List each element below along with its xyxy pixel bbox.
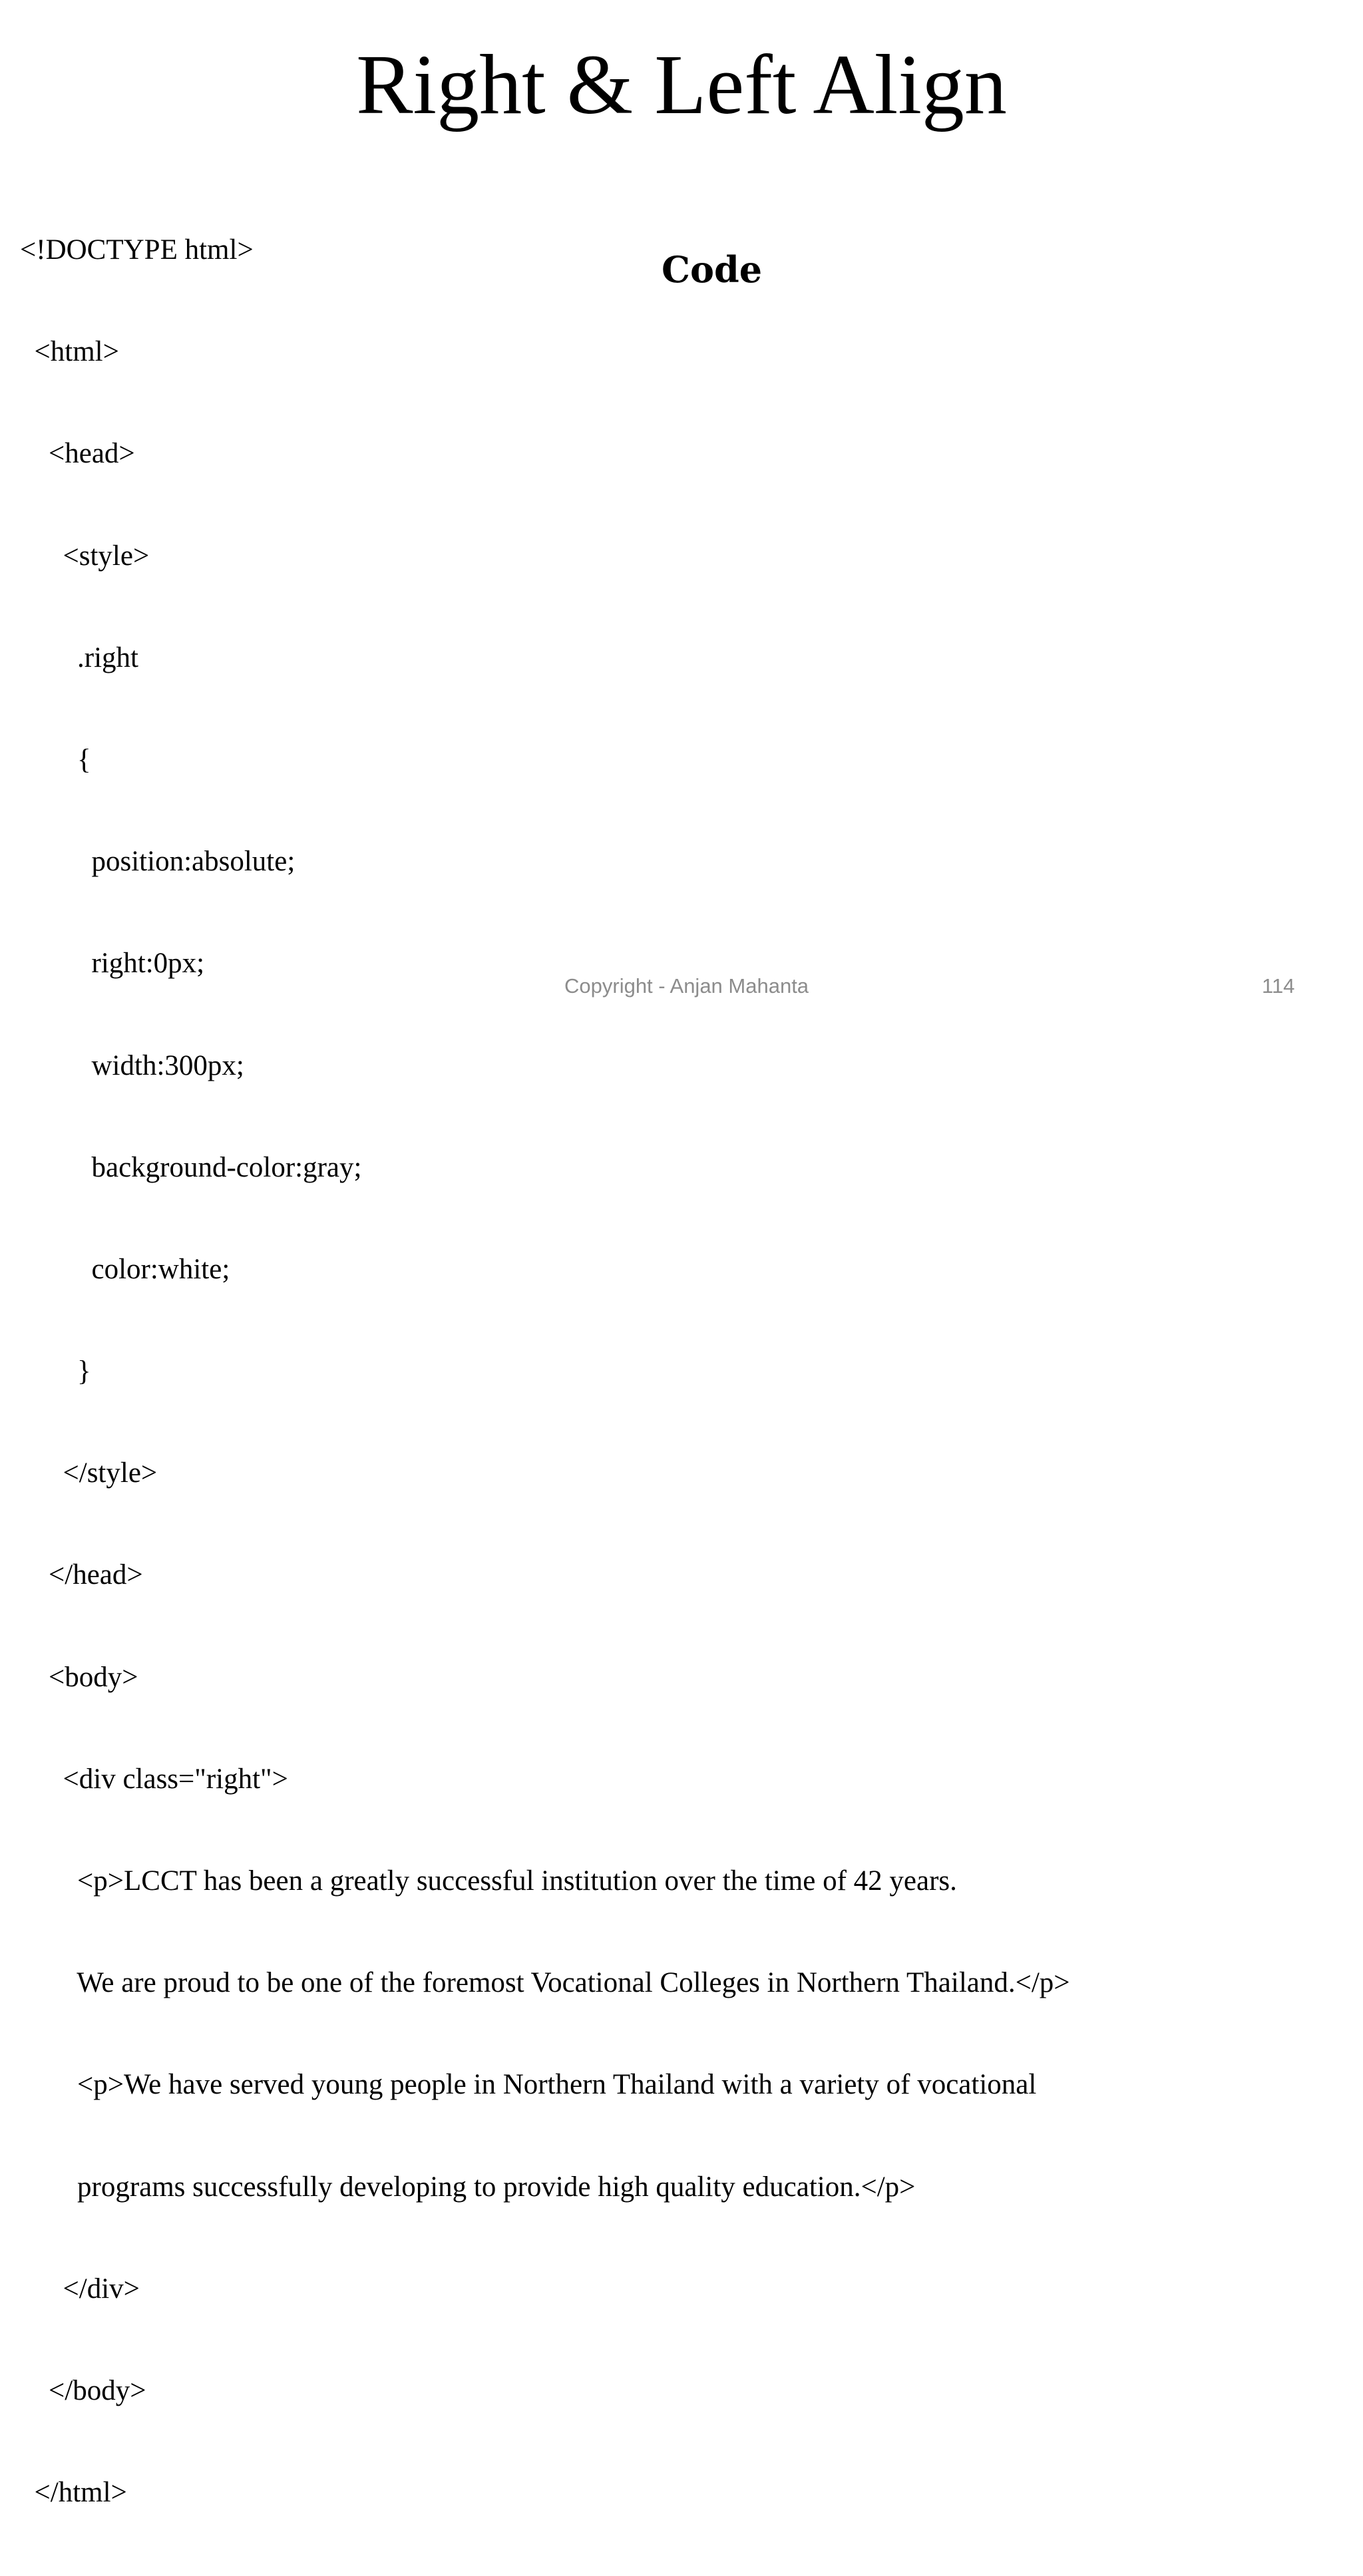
- code-line: <style>: [20, 540, 150, 572]
- code-line: background-color:gray;: [20, 1151, 362, 1183]
- code-line: <div class="right">: [20, 1763, 288, 1795]
- code-line: </html>: [20, 2477, 127, 2509]
- page-number: 114: [1262, 974, 1295, 998]
- code-line: </body>: [20, 2374, 146, 2406]
- code-line: }: [20, 1356, 91, 1387]
- code-line: <html>: [20, 336, 119, 368]
- slide-footer: [0, 973, 1363, 1000]
- code-line: {: [20, 743, 91, 775]
- code-line: <body>: [20, 1661, 138, 1693]
- code-line: We are proud to be one of the foremost Vocational Colleges in Northern Thailand.</p>: [20, 1967, 1070, 1999]
- code-line: <p>LCCT has been a greatly successful institution over the time of 42 years.: [20, 1865, 957, 1897]
- code-line: width:300px;: [20, 1049, 244, 1081]
- code-line: color:white;: [20, 1253, 230, 1285]
- code-line: right:0px;: [20, 948, 205, 980]
- code-line: <p>We have served young people in Northern Thailand with a variety of vocational: [20, 2069, 1037, 2101]
- copyright-text: Copyright - Anjan Mahanta: [564, 974, 809, 998]
- slide-title: Right & Left Align: [356, 37, 1007, 132]
- code-line: </head>: [20, 1559, 143, 1591]
- code-line: <head>: [20, 438, 135, 470]
- code-block: [20, 166, 1070, 2576]
- code-line: programs successfully developing to provide high quality education.</p>: [20, 2171, 916, 2203]
- code-line: <!DOCTYPE html>: [20, 234, 254, 266]
- code-line: </style>: [20, 1457, 158, 1489]
- code-line: </div>: [20, 2273, 140, 2304]
- code-label: Code: [662, 248, 763, 291]
- code-line: .right: [20, 642, 138, 673]
- code-line: position:absolute;: [20, 846, 295, 878]
